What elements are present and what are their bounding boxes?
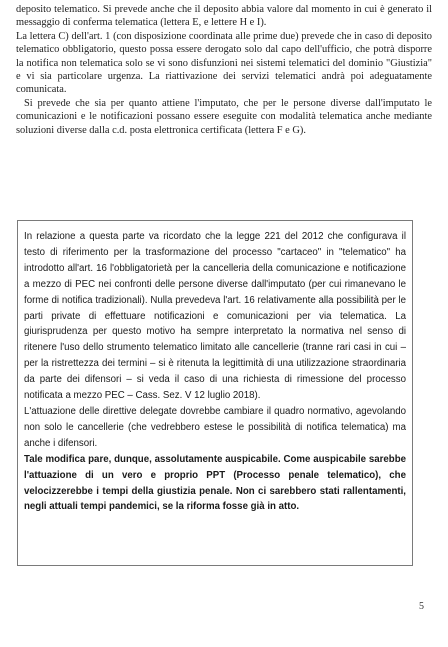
box-paragraph-attuazione: L'attuazione delle direttive delegate dovrebbe cambiare il quadro normativo, agevolando non solo le cancellerie (che vedrebbero estese le possibilità di notifica telematica) ma anche i difensori. bbox=[24, 405, 406, 449]
commentary-box bbox=[17, 220, 413, 566]
paragraph-lettera-c: La lettera C) dell'art. 1 (con disposizione coordinata alle prime due) prevede che in caso di deposito telematico obbligatorio, questo possa essere derogato solo dal capo dell'ufficio, che potrà disporre la notifica non telematica solo se vi sono disfunzioni nei sistemi telematici del dominio "Giustizia" e vi sia particolare urgenza. La riattivazione dei servizi telematici andrà poi adeguatamente comunicata. bbox=[16, 30, 432, 96]
page-number: 5 bbox=[419, 601, 424, 612]
paragraph-deposito: deposito telematico. Si prevede anche che il deposito abbia valore dal momento in cui è generato il messaggio di conferma telematica (lettera E, e lettere H e I). bbox=[16, 4, 432, 29]
box-paragraph-conclusion: Tale modifica pare, dunque, assolutamente auspicabile. Come auspicabile sarebbe l'attuazione di un vero e proprio PPT (Processo penale telematico), che velocizzerebbe i tempi della giustizia penale. Non ci sarebbero stati rallentamenti, negli attuali tempi pandemici, se la riforma fosse già in atto. bbox=[24, 453, 406, 513]
body-text-above bbox=[16, 3, 432, 137]
box-paragraph-legge-221: In relazione a questa parte va ricordato che la legge 221 del 2012 che configurava il testo di riferimento per la trasformazione del processo "cartaceo" in "telematico" ha introdotto all'art. 16 l'obbligatorietà per la cancelleria della comunicazione e notificazione a mezzo di PEC nei confronti delle persone diverse dall'imputato (per cui rimanevano le forme di notifica tradizionali). Nulla prevedeva l'art. 16 relativamente alla possibilità per le parti private di effettuare notificazioni e comunicazioni per via telematica. La giurisprudenza per questo motivo ha sempre interpretato la normativa nel senso di ritenere l'uso dello strumento telematico limitato alle cancellerie (tranne rari casi in cui – per la ristrettezza dei termini – si è ritenuta la legittimità di una utilizzazione straordinaria da parte dei difensori – si veda il caso di una richiesta di rimessione del processo notificata a mezzo PEC – Cass. Sez. V 12 luglio 2018). bbox=[24, 231, 406, 402]
paragraph-imputato: Si prevede che sia per quanto attiene l'imputato, che per le persone diverse dall'imputato le comunicazioni e le notificazioni possano essere eseguite con modalità telematica anche mediante soluzioni diverse dalla c.d. posta elettronica certificata (lettera F e G). bbox=[16, 97, 432, 136]
